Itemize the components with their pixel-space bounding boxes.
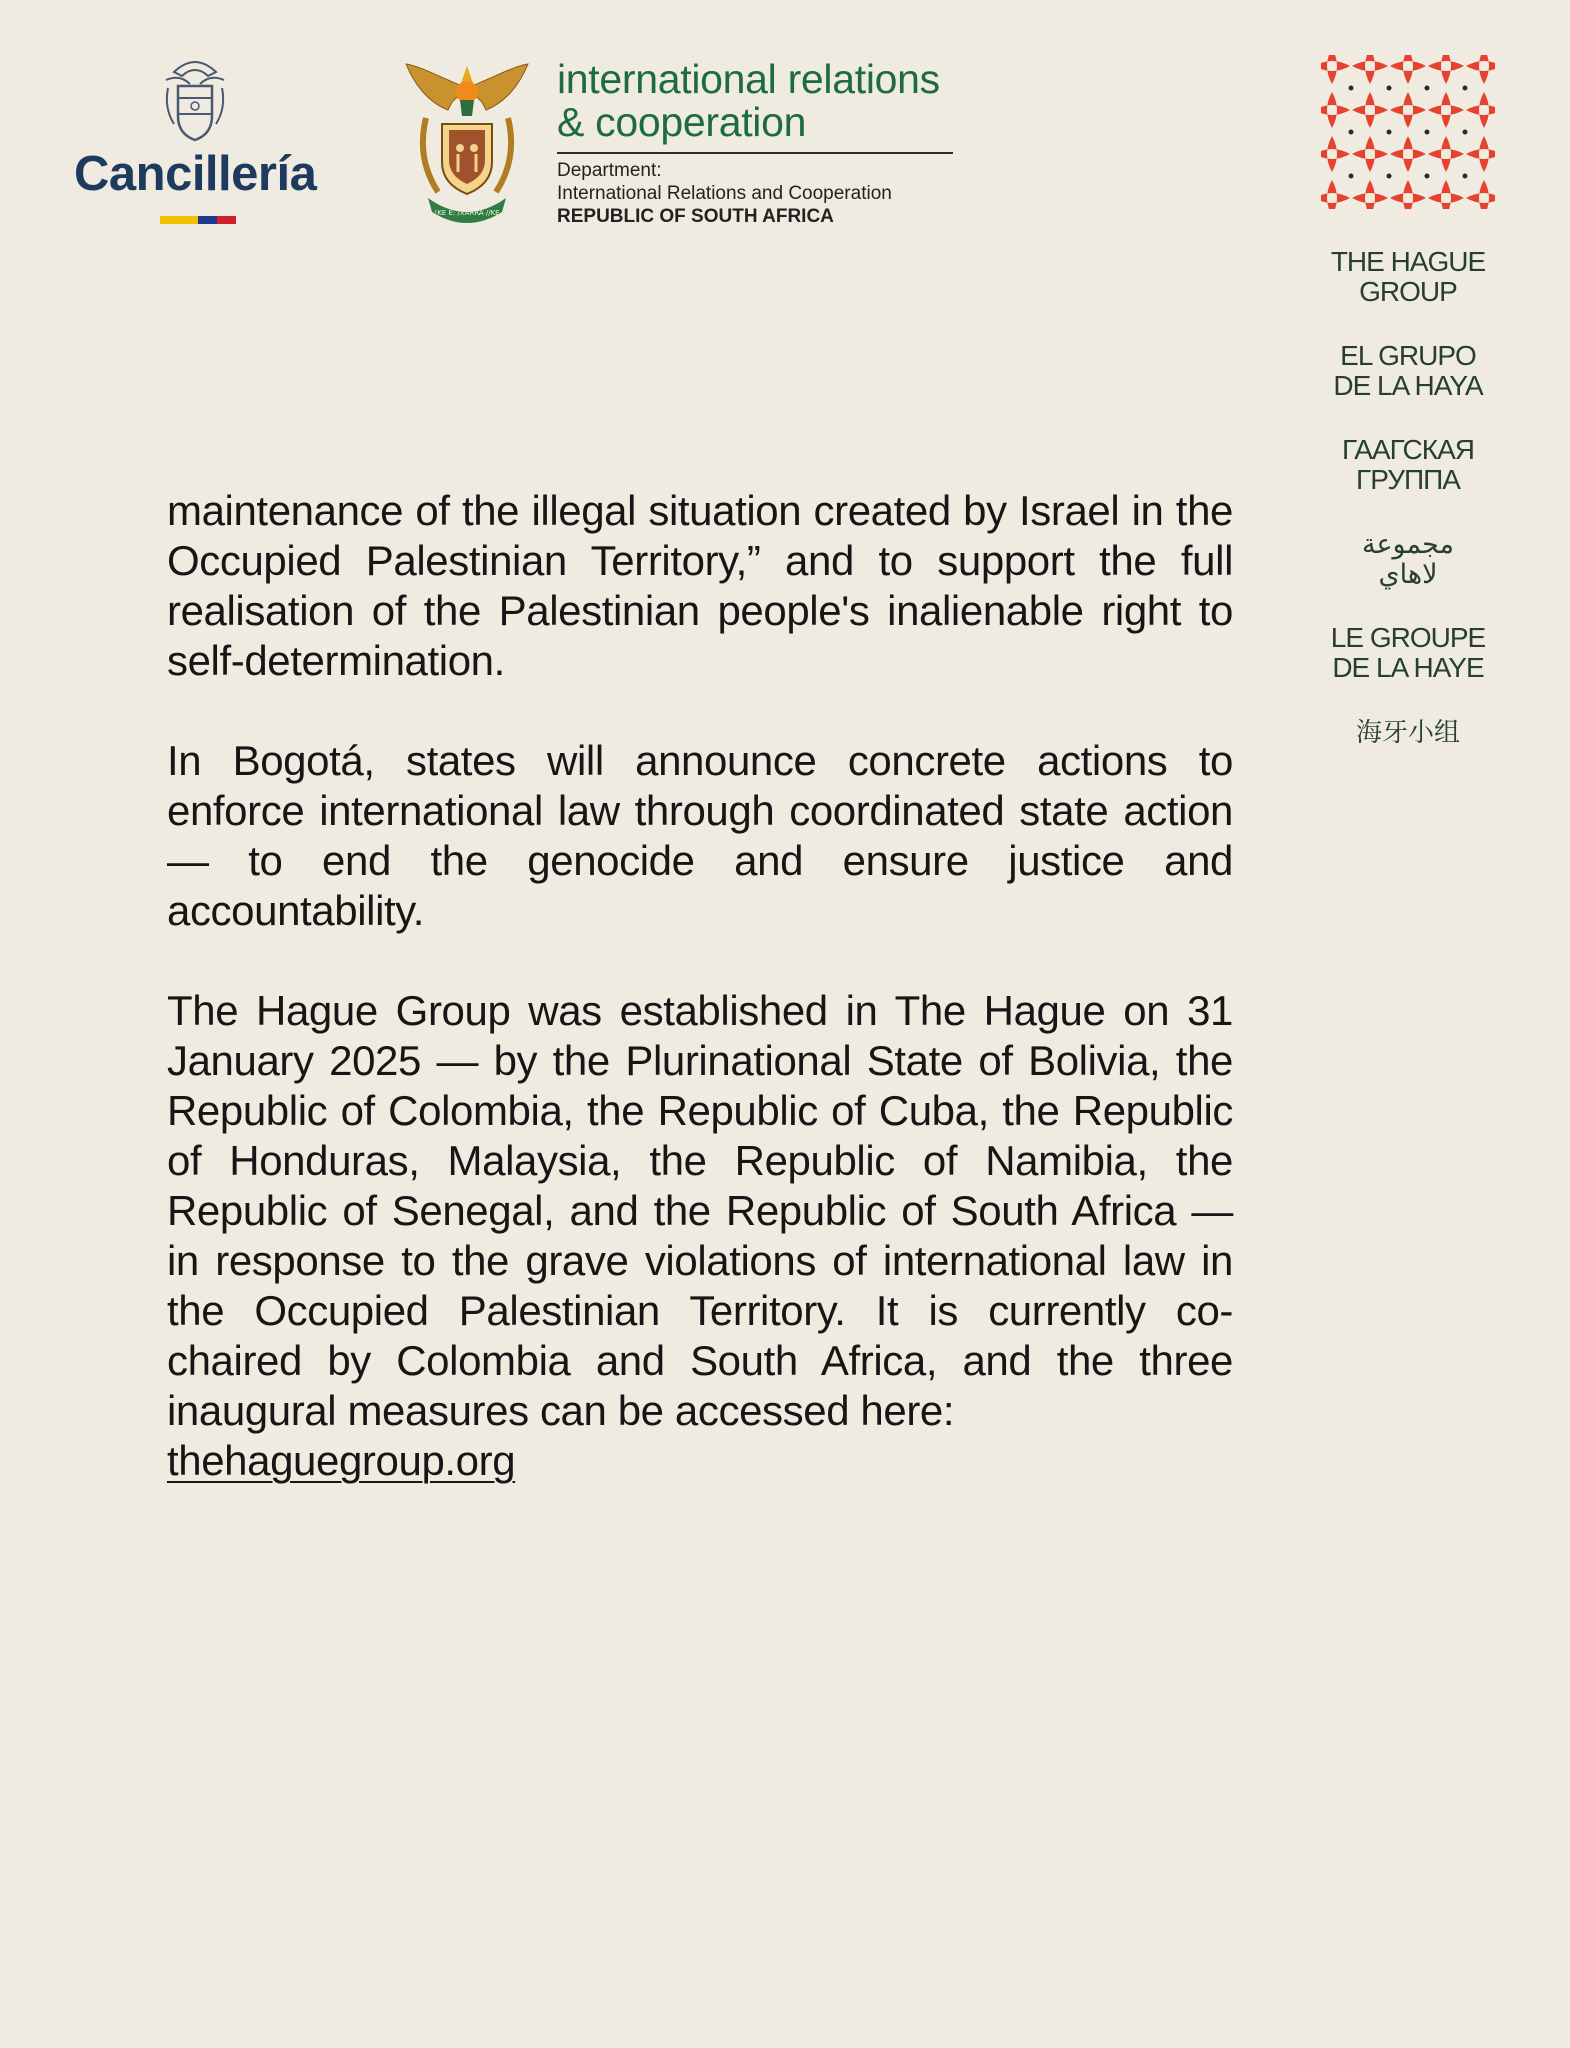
paragraph-3-text: The Hague Group was established in The Hague on 31 January 2025 — by the Plurinational State of Bolivia, the Republic of Colombia, the Republic of Cuba, the Republic of Honduras, Malaysia, the Republic of Namibia, the Republic of Senegal, and the Republic of South Africa — in response to the grave violations of international law in the Occupied Palestinian Territory. It is currently co-chaired by Colombia and South Africa, and the three inaugural measures can be accessed here: bbox=[167, 987, 1233, 1434]
dept-line1: Department: bbox=[557, 160, 662, 181]
hague-group-pattern-icon bbox=[1321, 55, 1495, 209]
pattern-motif bbox=[1321, 55, 1350, 84]
pattern-dot bbox=[1463, 86, 1468, 91]
pattern-dot bbox=[1425, 86, 1430, 91]
dept-line2: International Relations and Cooperation bbox=[557, 183, 892, 204]
pattern-dot bbox=[1387, 130, 1392, 135]
pattern-motif bbox=[1390, 180, 1426, 209]
website-link[interactable]: thehaguegroup.org bbox=[167, 1437, 516, 1484]
pattern-dot bbox=[1387, 174, 1392, 179]
hague-group-name bbox=[1300, 247, 1516, 307]
hague-group-names bbox=[1300, 247, 1516, 781]
pattern-dot bbox=[1349, 174, 1354, 179]
colombia-coat-of-arms-icon bbox=[160, 58, 230, 144]
hague-group-name-line: 海牙小组 bbox=[1355, 717, 1460, 747]
pattern-motif bbox=[1466, 55, 1495, 84]
hague-group-name-line: LE GROUPE bbox=[1330, 622, 1486, 653]
dirco-title-line1: international relations bbox=[557, 56, 940, 102]
pattern-motif bbox=[1428, 180, 1464, 209]
pattern-motif bbox=[1466, 180, 1495, 209]
pattern-motif bbox=[1352, 55, 1388, 84]
pattern-motif bbox=[1321, 136, 1350, 172]
pattern-dot bbox=[1425, 130, 1430, 135]
hague-group-name bbox=[1300, 341, 1516, 401]
hague-group-name-line: مجموعة bbox=[1361, 529, 1455, 559]
dirco-department-text bbox=[557, 159, 892, 228]
hague-group-name-line: ГААГСКАЯ bbox=[1342, 434, 1474, 465]
pattern-dot bbox=[1463, 174, 1468, 179]
pattern-dot bbox=[1387, 86, 1392, 91]
dirco-title-line2: & cooperation bbox=[557, 99, 807, 145]
paragraph-1: maintenance of the illegal situation created by Israel in the Occupied Palestinian Territory,” and to support the full realisation of the Palestinian people's inalienable right to self-determination. bbox=[167, 487, 1233, 684]
paragraph-3 bbox=[167, 986, 1233, 1486]
hague-group-name-line: THE HAGUE bbox=[1330, 246, 1486, 277]
paragraph-2: In Bogotá, states will announce concrete actions to enforce international law through coordinated state action — to end the genocide and ensure justice and accountability. bbox=[167, 737, 1233, 934]
pattern-motif bbox=[1428, 92, 1464, 128]
hague-group-name bbox=[1300, 717, 1516, 747]
flag-red bbox=[217, 216, 236, 224]
hague-group-name-line: ГРУППА bbox=[1356, 464, 1460, 495]
pattern-dot bbox=[1349, 130, 1354, 135]
flag-blue bbox=[198, 216, 217, 224]
cancilleria-wordmark: Cancillería bbox=[74, 147, 317, 201]
dirco-wordmark bbox=[557, 58, 940, 144]
pattern-dot bbox=[1463, 130, 1468, 135]
pattern-dot bbox=[1349, 86, 1354, 91]
hague-group-name-line: EL GRUPO bbox=[1340, 340, 1476, 371]
pattern-motif bbox=[1321, 180, 1350, 209]
pattern-motif bbox=[1390, 136, 1426, 172]
pattern-dot bbox=[1425, 174, 1430, 179]
body-text bbox=[167, 486, 1233, 1486]
hague-group-name-line: GROUP bbox=[1359, 276, 1457, 307]
dirco-divider bbox=[557, 152, 953, 154]
pattern-motif bbox=[1390, 92, 1426, 128]
dept-line3: REPUBLIC OF SOUTH AFRICA bbox=[557, 206, 834, 227]
flag-yellow bbox=[160, 216, 198, 224]
pattern-motif bbox=[1428, 136, 1464, 172]
hague-group-name bbox=[1300, 435, 1516, 495]
hague-group-name-line: DE LA HAYA bbox=[1333, 370, 1483, 401]
pattern-motif bbox=[1352, 136, 1388, 172]
pattern-motif bbox=[1466, 92, 1495, 128]
south-africa-coat-of-arms-icon bbox=[402, 58, 532, 226]
hague-group-name-line: DE LA HAYE bbox=[1332, 652, 1484, 683]
pattern-motif bbox=[1321, 92, 1350, 128]
pattern-motif bbox=[1466, 136, 1495, 172]
hague-group-name bbox=[1300, 529, 1516, 589]
hague-group-name bbox=[1300, 623, 1516, 683]
pattern-motif bbox=[1390, 55, 1426, 84]
pattern-motif bbox=[1428, 55, 1464, 84]
pattern-motif bbox=[1352, 180, 1388, 209]
crest-motto: !KE E: /XARRA //KE bbox=[434, 209, 500, 217]
colombia-flag-stripe bbox=[160, 216, 236, 224]
hague-group-name-line: لاهاي bbox=[1378, 559, 1438, 589]
pattern-motif bbox=[1352, 92, 1388, 128]
